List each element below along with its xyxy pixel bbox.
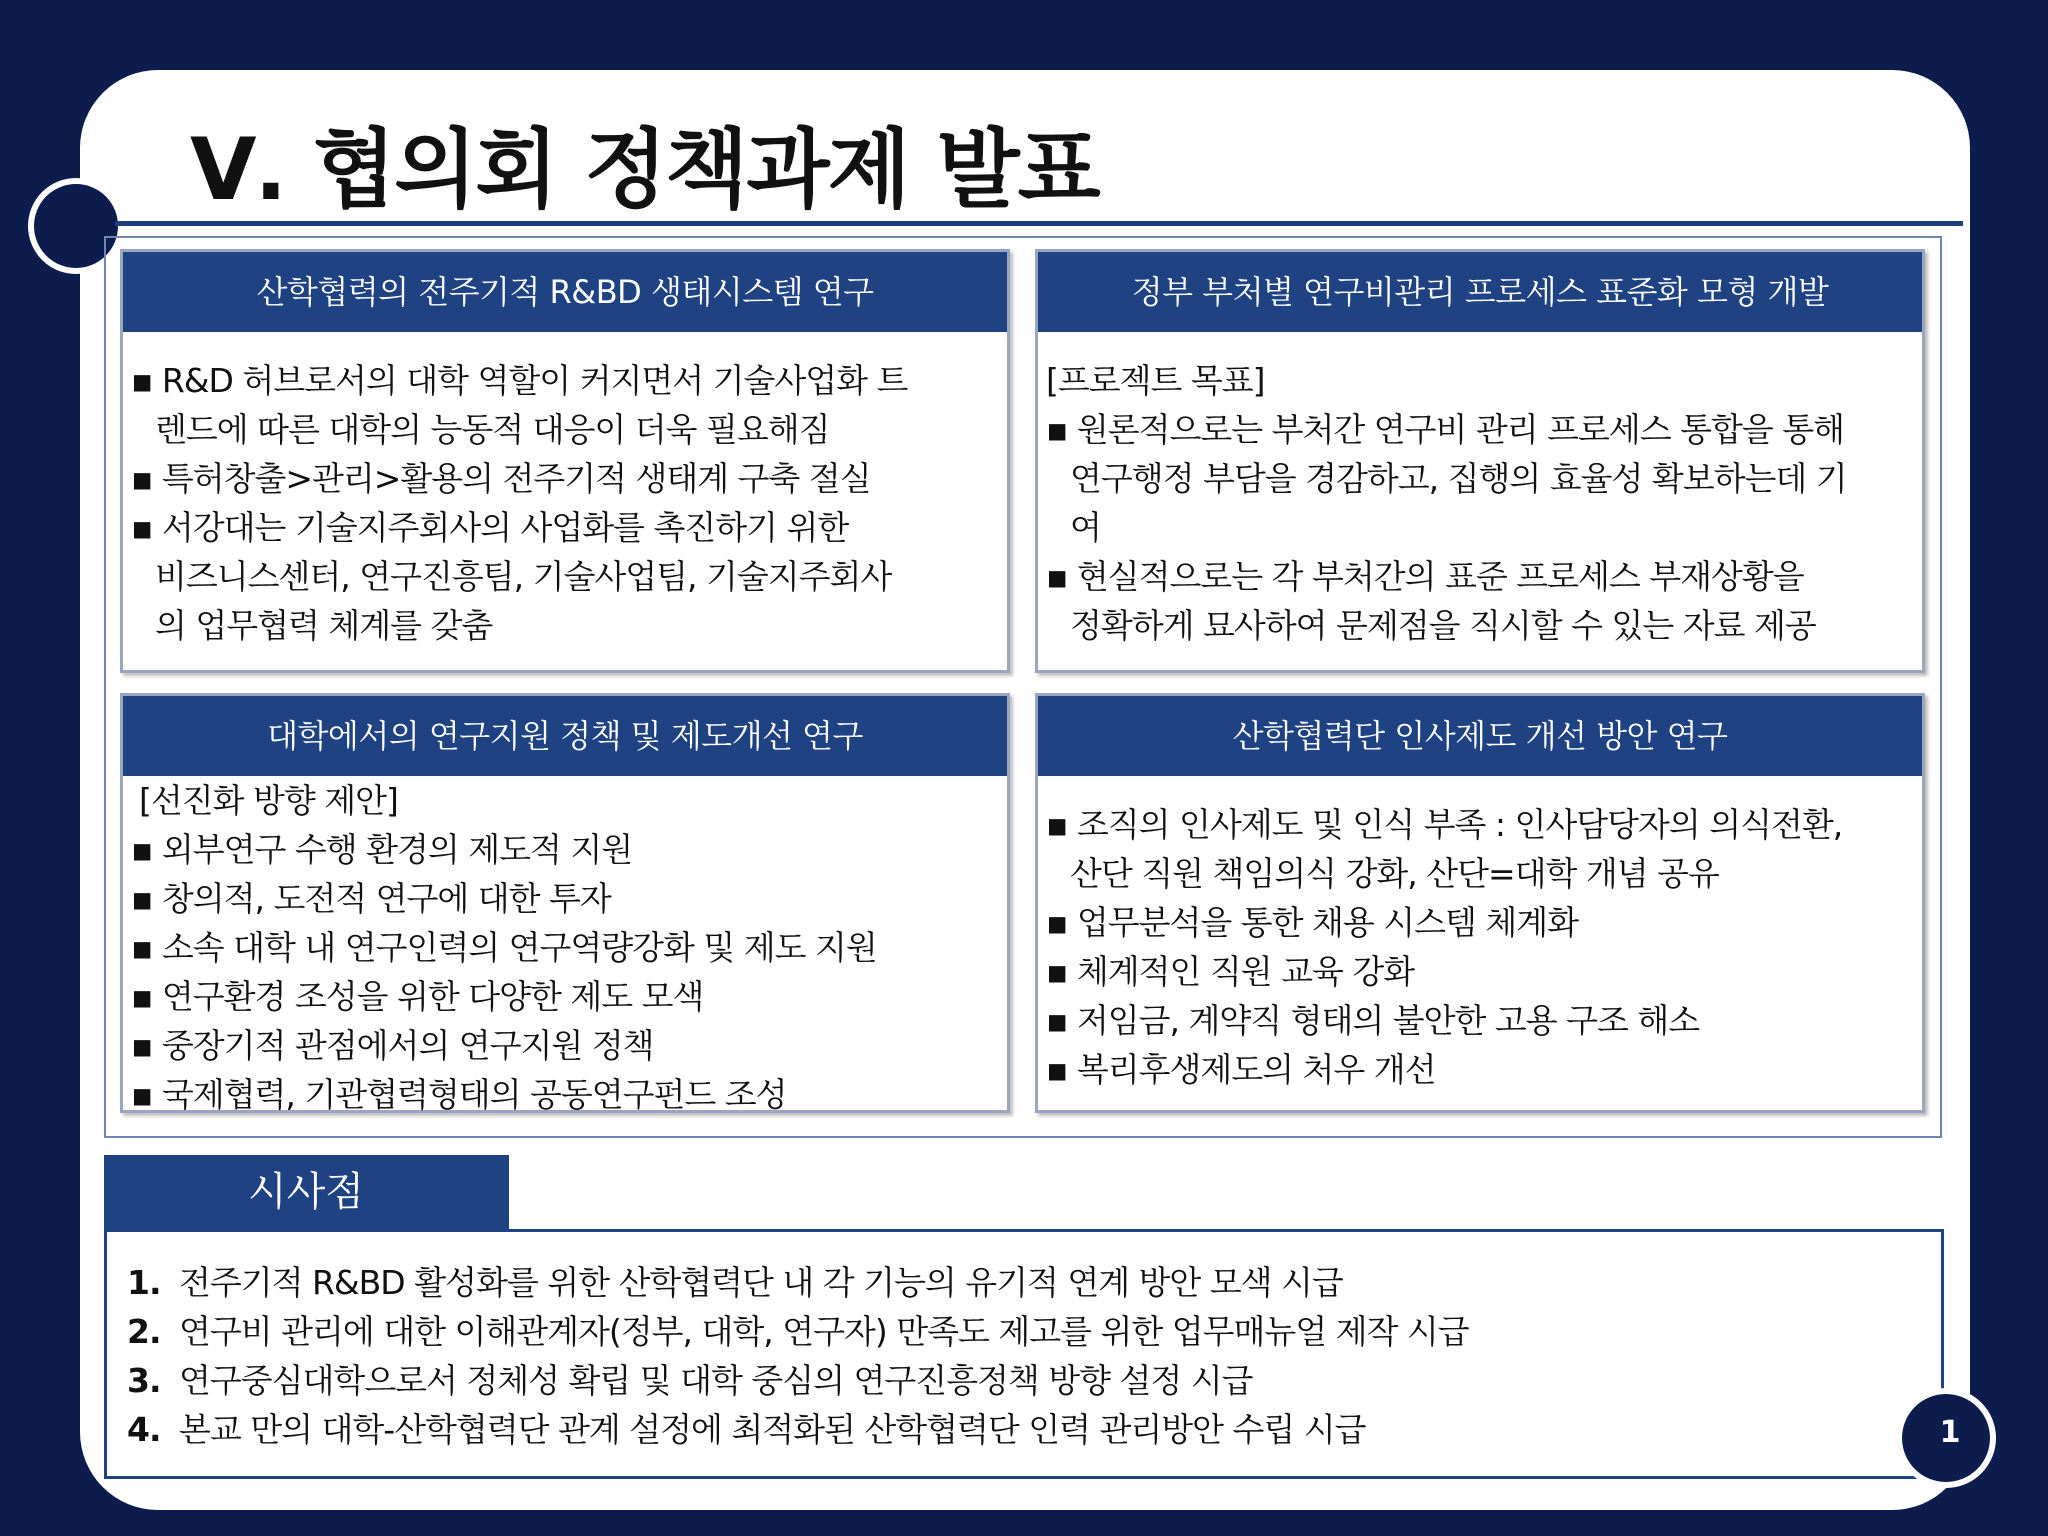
panel-research-support-policy: [120, 693, 1010, 1113]
implication-number: 1.: [127, 1263, 161, 1302]
panel-body: [1046, 356, 1916, 650]
implication-item: [127, 1306, 1469, 1353]
list-item: ▪ 현실적으로는 각 부처간의 표준 프로세스 부재상황을: [1046, 557, 1804, 596]
list-item: 산단 직원 책임의식 강화, 산단=대학 개념 공유: [1070, 854, 1719, 893]
list-item: ▪ 저임금, 계약직 형태의 불안한 고용 구조 해소: [1046, 1001, 1700, 1040]
implication-text: 전주기적 R&BD 활성화를 위한 산학협력단 내 각 기능의 유기적 연계 방안 모색 시급: [179, 1263, 1343, 1302]
list-item: ▪ R&D 허브로서의 대학 역할이 커지면서 기술사업화 트: [131, 361, 908, 400]
list-item: ▪ 업무분석을 통한 채용 시스템 체계화: [1046, 903, 1578, 942]
panel-header: 산학협력의 전주기적 R&BD 생태시스템 연구: [123, 252, 1007, 332]
panel-header: 산학협력단 인사제도 개선 방안 연구: [1038, 696, 1922, 776]
implication-text: 본교 만의 대학-산학협력단 관계 설정에 최적화된 산학협력단 인력 관리방안 수립 시급: [179, 1410, 1366, 1449]
implication-item: [127, 1355, 1253, 1402]
list-item: 비즈니스센터, 연구진흥팀, 기술사업팀, 기술지주회사: [155, 557, 892, 596]
page-number: 1: [1939, 1415, 1961, 1450]
panel-header: 정부 부처별 연구비관리 프로세스 표준화 모형 개발: [1038, 252, 1922, 332]
list-item: [프로젝트 목표]: [1046, 361, 1265, 400]
panel-research-fund-process: [1035, 249, 1925, 673]
list-item: ▪ 소속 대학 내 연구인력의 연구역량강화 및 제도 지원: [131, 928, 877, 967]
implication-text: 연구비 관리에 대한 이해관계자(정부, 대학, 연구자) 만족도 제고를 위한 업무매뉴얼 제작 시급: [179, 1312, 1469, 1351]
list-item: ▪ 체계적인 직원 교육 강화: [1046, 952, 1415, 991]
panel-body: [1046, 800, 1916, 1094]
panel-header: 대학에서의 연구지원 정책 및 제도개선 연구: [123, 696, 1007, 776]
list-item: 정확하게 묘사하여 문제점을 직시할 수 있는 자료 제공: [1070, 606, 1816, 645]
title-underline: [115, 221, 1963, 226]
list-item: ▪ 중장기적 관점에서의 연구지원 정책: [131, 1026, 654, 1065]
list-item: ▪ 연구환경 조성을 위한 다양한 제도 모색: [131, 977, 704, 1016]
list-item: 렌드에 따른 대학의 능동적 대응이 더욱 필요해짐: [155, 410, 830, 449]
panel-hr-system: [1035, 693, 1925, 1113]
implication-number: 4.: [127, 1410, 161, 1449]
list-item: ▪ 창의적, 도전적 연구에 대한 투자: [131, 879, 611, 918]
implication-item: [127, 1404, 1366, 1451]
page-title: Ⅴ. 협의회 정책과제 발표: [190, 120, 1099, 220]
list-item: ▪ 외부연구 수행 환경의 제도적 지원: [131, 830, 633, 869]
list-item: 여: [1070, 508, 1101, 547]
implications-box: [104, 1229, 1944, 1479]
list-item: 연구행정 부담을 경감하고, 집행의 효율성 확보하는데 기: [1070, 459, 1847, 498]
list-item: ▪ 국제협력, 기관협력형태의 공동연구펀드 조성: [131, 1075, 787, 1114]
implications-tab: 시사점: [104, 1155, 509, 1229]
panel-body: [131, 776, 1001, 1119]
list-item: ▪ 복리후생제도의 처우 개선: [1046, 1050, 1436, 1089]
implication-number: 2.: [127, 1312, 161, 1351]
list-item: [선진화 방향 제안]: [139, 781, 398, 820]
list-item: ▪ 서강대는 기술지주회사의 사업화를 촉진하기 위한: [131, 508, 849, 547]
implication-item: [127, 1257, 1343, 1304]
list-item: ▪ 조직의 인사제도 및 인식 부족 : 인사담당자의 의식전환,: [1046, 805, 1843, 844]
implication-number: 3.: [127, 1361, 161, 1400]
panel-rbd-ecosystem: [120, 249, 1010, 673]
list-item: ▪ 원론적으로는 부처간 연구비 관리 프로세스 통합을 통해: [1046, 410, 1844, 449]
list-item: 의 업무협력 체계를 갖춤: [155, 606, 493, 645]
panel-body: [131, 356, 1001, 650]
list-item: ▪ 특허창출>관리>활용의 전주기적 생태계 구축 절실: [131, 459, 871, 498]
implication-text: 연구중심대학으로서 정체성 확립 및 대학 중심의 연구진흥정책 방향 설정 시급: [179, 1361, 1253, 1400]
